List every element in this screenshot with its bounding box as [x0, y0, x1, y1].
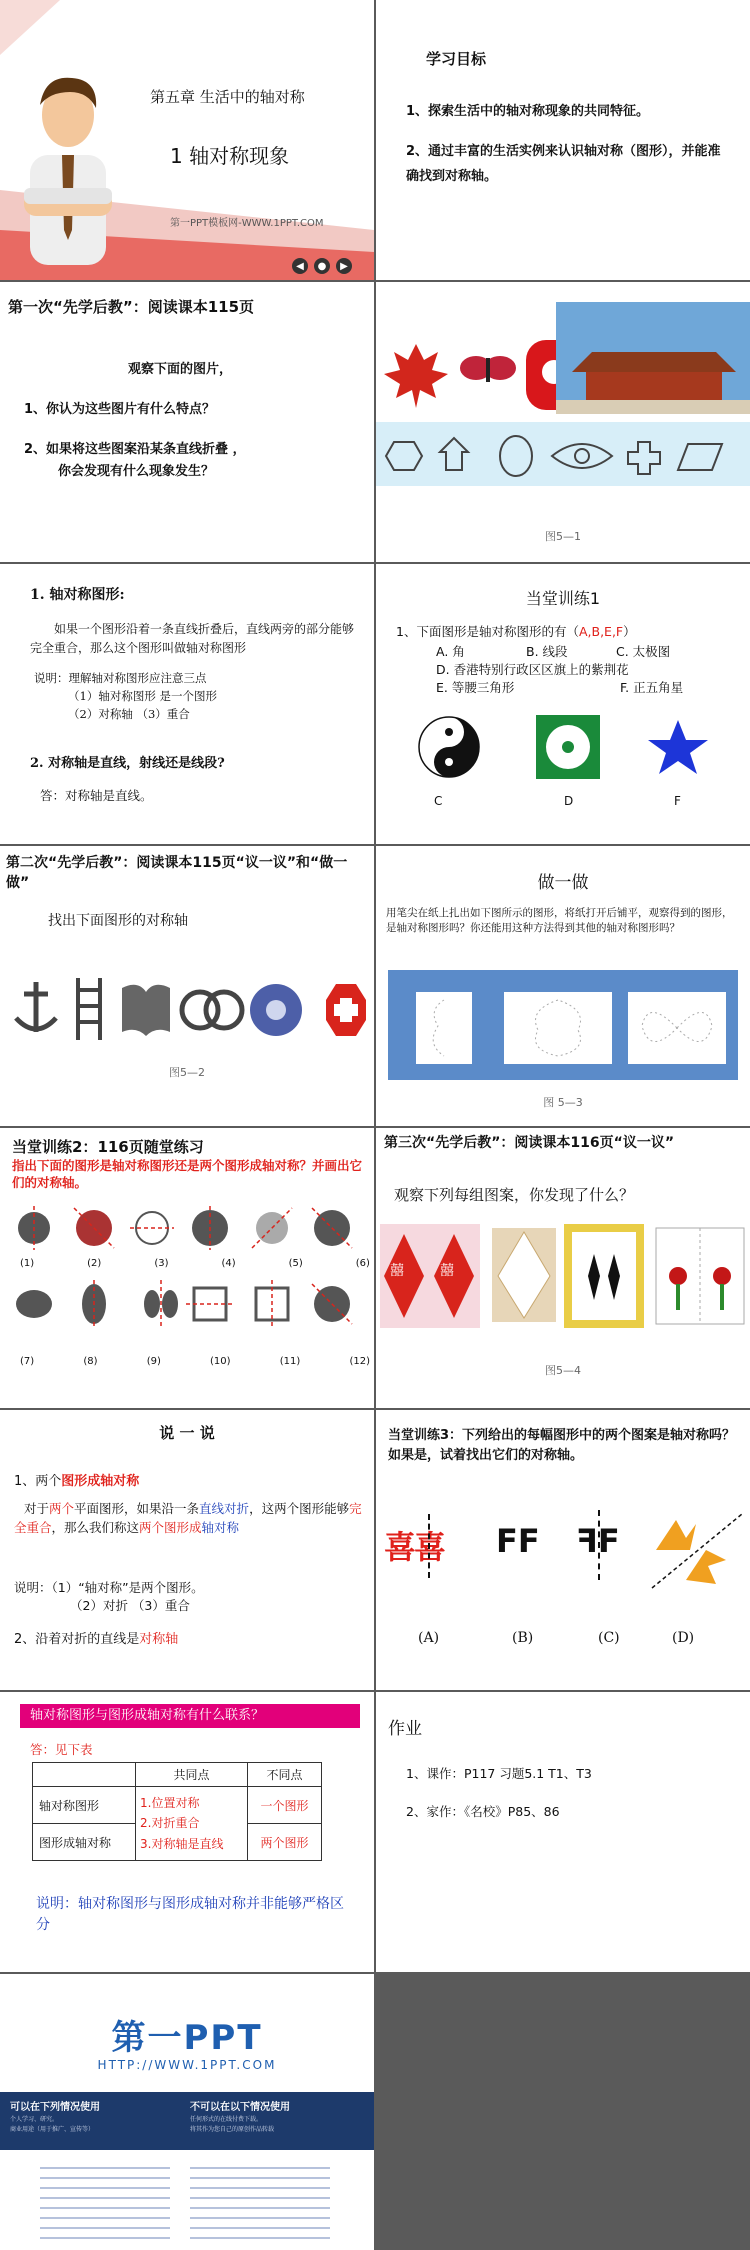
practice-1-answer: A,B,E,F [578, 624, 624, 639]
note-1: （1）轴对称图形 是一个图形 [68, 689, 217, 703]
play-icon[interactable]: ● [314, 258, 330, 274]
figure-b-text: FF [496, 1522, 540, 1560]
goal-2: 2、通过丰富的生活实例来认识轴对称（图形），并能准确找到对称轴。 [406, 144, 721, 184]
practice-1-heading: 当堂训练1 [525, 589, 601, 608]
table-header-diff: 不同点 [248, 1763, 322, 1787]
figure-5-2 [6, 974, 368, 1044]
practice-1-question: 1、下面图形是轴对称图形的有（A,B,E,F） [396, 624, 636, 639]
speak-item-2: 2、沿着对折的直线是对称轴 [14, 1632, 179, 1647]
table-corner [33, 1763, 136, 1787]
observe-prompt: 观察下面的图片， [128, 362, 233, 377]
leaves-icon [162, 1290, 178, 1318]
slide-practice-2 [0, 1128, 374, 1408]
slide-reading-2 [0, 846, 374, 1126]
homework-1: 1、课作：P117 习题5.1 T1、T3 [406, 1766, 592, 1781]
practice-2-labels-bottom [20, 1356, 370, 1367]
nav-buttons [292, 258, 352, 274]
axis-question: 2. 对称轴是直线，射线还是线段? [30, 756, 225, 771]
note-title: 说明：理解轴对称图形应注意三点 [34, 671, 207, 685]
man-illustration [10, 70, 120, 270]
ad-logo: 第一PPT [111, 2018, 263, 2058]
label-10: (10) [210, 1356, 231, 1367]
chapter-title: 第五章 生活中的轴对称 [150, 88, 305, 106]
figure-5-3 [388, 970, 738, 1080]
label-7: (7) [20, 1356, 35, 1367]
label-11: (11) [279, 1356, 301, 1367]
definition-heading: 1. 轴对称图形: [30, 587, 125, 603]
ad-left-1: 个人学习、研究。 [10, 2116, 59, 2123]
figure-5-4 [380, 1224, 746, 1328]
label-d: D [564, 794, 574, 808]
label-c-2: (C) [598, 1630, 620, 1646]
label-8: (8) [83, 1356, 98, 1367]
practice-2-heading: 当堂训练2：116页随堂练习 [12, 1138, 204, 1156]
option-a: A. 角 [436, 644, 465, 659]
caption-5-4: 图5—4 [545, 1364, 581, 1377]
taiji-icon [419, 717, 479, 777]
table-row-2-label: 图形成轴对称 [33, 1824, 136, 1861]
practice-2-labels-top [20, 1258, 370, 1269]
option-e: E. 等腰三角形 [436, 680, 515, 695]
label-3: (3) [154, 1258, 169, 1269]
figure-c-axis [598, 1510, 601, 1580]
slide-reading-1 [0, 282, 374, 562]
option-d: D. 香港特别行政区区旗上的紫荆花 [436, 662, 629, 677]
label-5: (5) [288, 1258, 303, 1269]
relation-answer: 答：见下表 [30, 1742, 93, 1757]
figure-d [646, 1510, 746, 1590]
slide-do-it [376, 846, 750, 1126]
table-header-common: 共同点 [136, 1763, 248, 1787]
slide-title [0, 0, 374, 280]
reading-2-heading: 第二次“先学后教”：阅读课本115页“议一议”和“做一做” [6, 855, 348, 891]
ladder-icon [78, 978, 100, 1040]
slide-figure-5-1 [376, 282, 750, 562]
ad-right-title: 不可以在以下情况使用 [190, 2102, 290, 2113]
note-2: （2）对称轴 （3）重合 [68, 707, 190, 721]
slide-reading-3 [376, 1128, 750, 1408]
label-a: (A) [418, 1630, 440, 1646]
slide-definition [0, 564, 374, 844]
practice-2-figures [10, 1204, 364, 1354]
label-b: (B) [512, 1630, 534, 1646]
label-1: (1) [20, 1258, 35, 1269]
slide-speak [0, 1410, 374, 1690]
ad-left-title: 可以在下列情况使用 [10, 2102, 100, 2113]
label-9: (9) [146, 1356, 161, 1367]
figure-a-axis [428, 1514, 431, 1578]
question-2: 2、如果将这些图案沿某条直线折叠 ， [24, 442, 246, 457]
prev-icon[interactable]: ◀ [292, 258, 308, 274]
reading-2-prompt: 找出下面图形的对称轴 [48, 913, 188, 929]
table-row-1-label: 轴对称图形 [33, 1787, 136, 1824]
speak-note-1: 说明：（1）“轴对称”是两个图形。 [14, 1580, 204, 1595]
definition-text: 如果一个图形沿着一条直线折叠后，直线两旁的部分能够完全重合，那么这个图形叫做轴对称图形 [30, 622, 355, 656]
butterfly-icon [460, 356, 516, 382]
snowflake-icon [250, 984, 302, 1036]
option-b: B. 线段 [526, 644, 568, 659]
speak-note-2: （2）对折 （3）重合 [70, 1598, 190, 1613]
lesson-title: 1 轴对称现象 [170, 144, 290, 168]
label-d-2: (D) [672, 1630, 695, 1646]
practice-2-question: 指出下面的图形是轴对称图形还是两个图形成轴对称？并画出它们的对称轴。 [12, 1158, 363, 1190]
label-6: (6) [355, 1258, 370, 1269]
label-2: (2) [87, 1258, 102, 1269]
double-happiness-right: 囍 [440, 1263, 454, 1279]
relation-note: 说明：轴对称图形与图形成轴对称并非能够严格区分 [36, 1896, 344, 1933]
relation-table [32, 1762, 322, 1861]
caption-5-1: 图5—1 [545, 530, 581, 543]
goals-heading: 学习目标 [426, 50, 487, 68]
speak-heading: 说 一 说 [159, 1424, 215, 1442]
double-happiness-left: 囍 [390, 1263, 404, 1279]
slide-practice-3 [376, 1410, 750, 1690]
caption-5-2: 图5—2 [169, 1066, 205, 1079]
label-4: (4) [221, 1258, 236, 1269]
ad-right-2: 将其作为您自己的原创作品转载 [190, 2126, 275, 2133]
ad-link-list [40, 2160, 340, 2246]
label-f: F [674, 794, 681, 808]
slide-ad [0, 1974, 374, 2250]
figure-a-text: 喜喜 [384, 1528, 445, 1566]
ad-url[interactable]: HTTP://WWW.1PPT.COM [97, 2058, 277, 2072]
axis-answer: 答：对称轴是直线。 [40, 788, 153, 803]
figure-c-text: FF [576, 1522, 620, 1560]
goal-1: 1、探索生活中的轴对称现象的共同特征。 [406, 104, 650, 119]
bauhinia-icon [536, 715, 600, 779]
ad-left-2: 商业用途（用于推广、宣传等） [10, 2126, 95, 2133]
homework-2: 2、家作：《名校》P85、86 [406, 1804, 560, 1819]
table-diff-2: 两个图形 [248, 1824, 322, 1861]
table-common-cell: 1.位置对称 2.对折重合 3.对称轴是直线 [136, 1787, 248, 1861]
do-it-heading: 做一做 [537, 873, 589, 893]
reading-heading: 第一次“先学后教”：阅读课本115页 [8, 298, 255, 316]
label-c: C [434, 794, 443, 808]
homework-heading: 作业 [388, 1719, 422, 1739]
blob-top-icon [656, 1520, 696, 1550]
slide-homework [376, 1692, 750, 1972]
option-c: C. 太极图 [616, 644, 671, 659]
reading-3-prompt: 观察下列每组图案，你发现了什么？ [394, 1186, 635, 1204]
speak-item-1: 1、两个图形成轴对称 [14, 1474, 140, 1489]
do-it-text: 用笔尖在纸上扎出如下图所示的图形，将纸打开后铺平，观察得到的图形，是轴对称图形吗？你还能用这种方法得到其他的轴对称图形吗？ [386, 907, 733, 935]
practice-3-heading: 当堂训练3：下列给出的每幅图形中的两个图案是轴对称吗？如果是，试着找出它们的对称轴。 [388, 1428, 736, 1463]
practice-1-figures [416, 712, 716, 782]
footer-text: 第一PPT模板网-WWW.1PPT.COM [170, 218, 324, 229]
slide-practice-1 [376, 564, 750, 844]
table-diff-1: 一个图形 [248, 1787, 322, 1824]
figure-5-1 [376, 302, 750, 552]
question-1: 1、你认为这些图片有什么特点？ [24, 402, 216, 417]
anchor-icon [16, 982, 56, 1032]
star-icon [648, 720, 708, 774]
ad-right-1: 任何形式的在线付费下载。 [190, 2116, 263, 2123]
slide-relation [0, 1692, 374, 1972]
reading-3-heading: 第三次“先学后教”：阅读课本116页“议一议” [384, 1135, 675, 1151]
maple-leaf-icon [384, 344, 448, 408]
speak-definition: 对于两个平面图形，如果沿一条直线对折，这两个图形能够完全重合，那么我们称这两个图形成轴对称 [14, 1501, 362, 1535]
question-2-cont: 你会发现有什么现象发生？ [58, 464, 215, 479]
book-icon [122, 985, 170, 1036]
coins-icon [182, 992, 242, 1028]
slide-goals [376, 0, 750, 280]
option-f: F. 正五角星 [620, 680, 684, 695]
label-12: (12) [349, 1356, 370, 1367]
cloud-icon [16, 1290, 52, 1318]
relation-banner: 轴对称图形与图形成轴对称有什么联系？ [20, 1704, 360, 1728]
next-icon[interactable]: ▶ [336, 258, 352, 274]
red-cross-icon [326, 984, 366, 1036]
caption-5-3: 图 5—3 [543, 1096, 583, 1109]
